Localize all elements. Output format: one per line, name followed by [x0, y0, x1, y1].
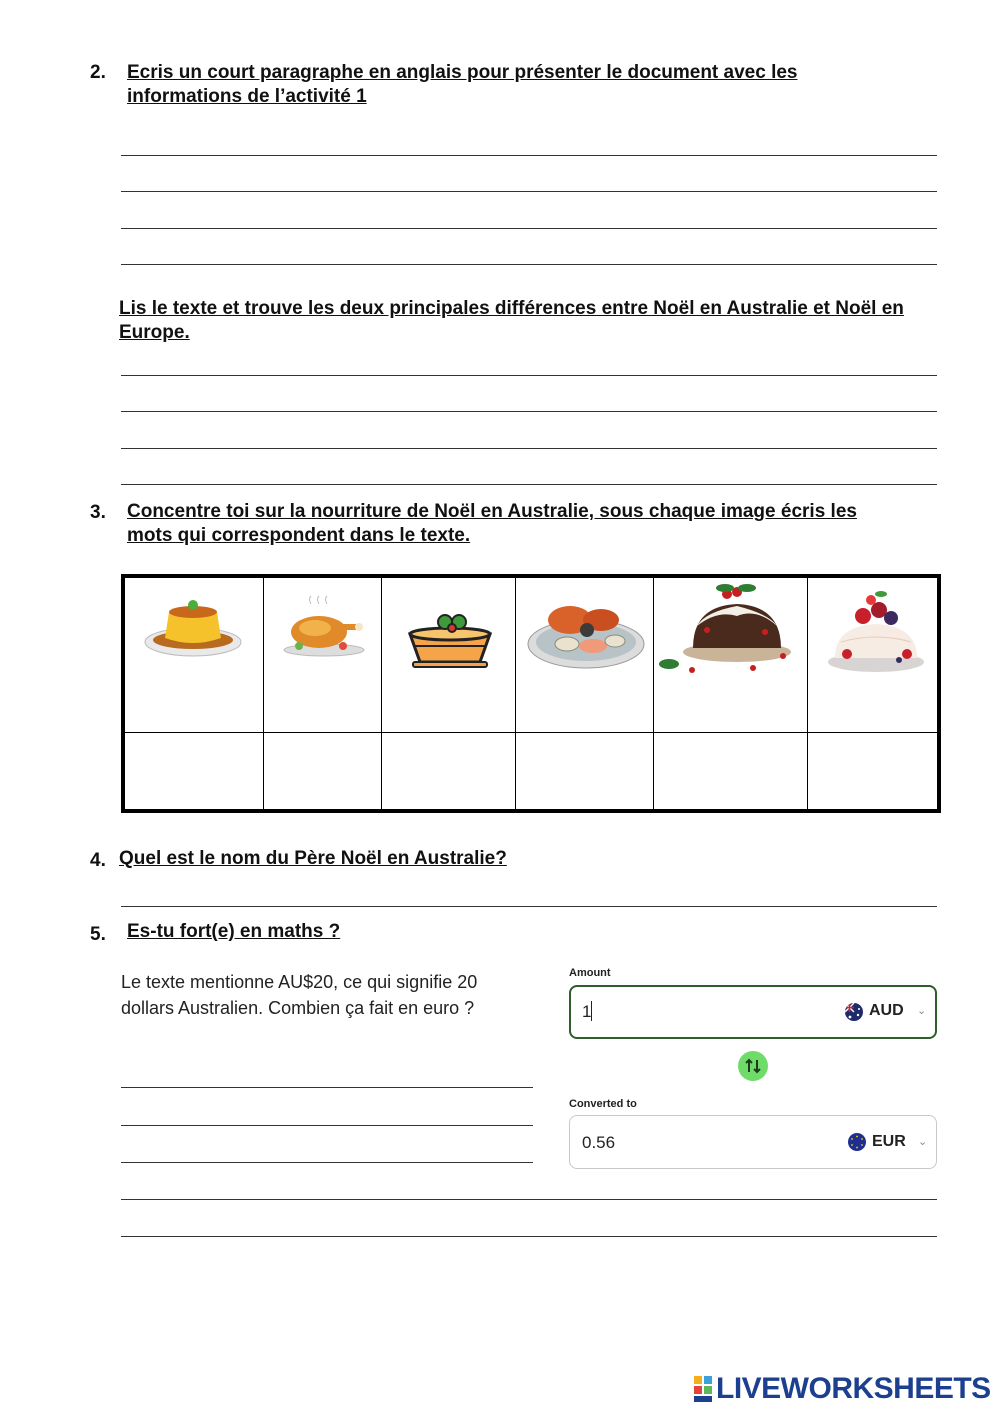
christmas-pudding-icon: [657, 582, 797, 678]
paragraph-line: Le texte mentionne AU$20, ce qui signifie 20: [121, 972, 478, 992]
answer-cell-5[interactable]: [655, 734, 807, 809]
converted-currency: EUR: [872, 1133, 906, 1150]
answer-line[interactable]: [121, 1087, 533, 1088]
chevron-down-icon[interactable]: ⌄: [918, 1136, 928, 1148]
answer-line[interactable]: [121, 375, 937, 376]
answer-line[interactable]: [121, 484, 937, 485]
answer-line[interactable]: [121, 1236, 937, 1237]
swap-currencies-button[interactable]: [738, 1051, 768, 1081]
answer-line[interactable]: [121, 264, 937, 265]
pavlova-icon: [821, 586, 931, 682]
question-4-number: 4.: [90, 850, 106, 871]
question-2b-text: Lis le texte et trouve les deux principales différences entre Noël en Australie et Noël en Europe.: [119, 298, 904, 343]
question-2-number: 2.: [90, 62, 106, 83]
answer-line[interactable]: [121, 228, 937, 229]
answer-line[interactable]: [121, 155, 937, 156]
question-3-text: Concentre toi sur la nourriture de Noël en Australie, sous chaque image écris les mots qui correspondent dans le texte.: [127, 501, 857, 546]
pie-icon: [405, 606, 495, 671]
liveworksheets-logo-text: LIVEWORKSHEETS: [716, 1372, 991, 1405]
answer-line[interactable]: [121, 1162, 533, 1163]
eu-flag-icon: [848, 1133, 866, 1151]
answer-line[interactable]: [121, 1125, 533, 1126]
converted-label: Converted to: [569, 1098, 637, 1110]
swap-icon: [738, 1051, 768, 1081]
amount-currency: AUD: [869, 1002, 904, 1019]
amount-value: 1: [582, 1002, 592, 1021]
australia-flag-icon: [845, 1003, 863, 1021]
amount-label: Amount: [569, 967, 611, 979]
question-4-text: Quel est le nom du Père Noël en Australie?: [119, 848, 507, 869]
answer-line[interactable]: [121, 448, 937, 449]
liveworksheets-logo-icon: [694, 1376, 712, 1402]
question-3-number: 3.: [90, 502, 106, 523]
amount-field[interactable]: [569, 985, 937, 1039]
food-table: [121, 574, 941, 813]
answer-cell-6[interactable]: [809, 734, 933, 809]
answer-cell-3[interactable]: [383, 734, 515, 809]
answer-line[interactable]: [121, 411, 937, 412]
text-cursor: [591, 1001, 592, 1021]
answer-cell-4[interactable]: [517, 734, 653, 809]
answer-line[interactable]: [121, 906, 937, 907]
paragraph-line: dollars Australien. Combien ça fait en euro ?: [121, 998, 475, 1018]
flan-icon: [143, 590, 243, 660]
question-5-number: 5.: [90, 924, 106, 945]
seafood-platter-icon: [525, 586, 647, 672]
chevron-down-icon[interactable]: ⌄: [917, 1005, 927, 1017]
roast-turkey-icon: [279, 594, 369, 664]
question-2-text: Ecris un court paragraphe en anglais pour présenter le document avec les informations de l’activité 1: [127, 62, 798, 107]
question-5-text: Es-tu fort(e) en maths ?: [127, 921, 341, 942]
answer-cell-2[interactable]: [265, 734, 381, 809]
answer-line[interactable]: [121, 191, 937, 192]
answer-cell-1[interactable]: [125, 734, 263, 809]
answer-line[interactable]: [121, 1199, 937, 1200]
converted-field[interactable]: [569, 1115, 937, 1169]
question-5-paragraph: [121, 969, 551, 1021]
converted-value: 0.56: [582, 1133, 616, 1152]
